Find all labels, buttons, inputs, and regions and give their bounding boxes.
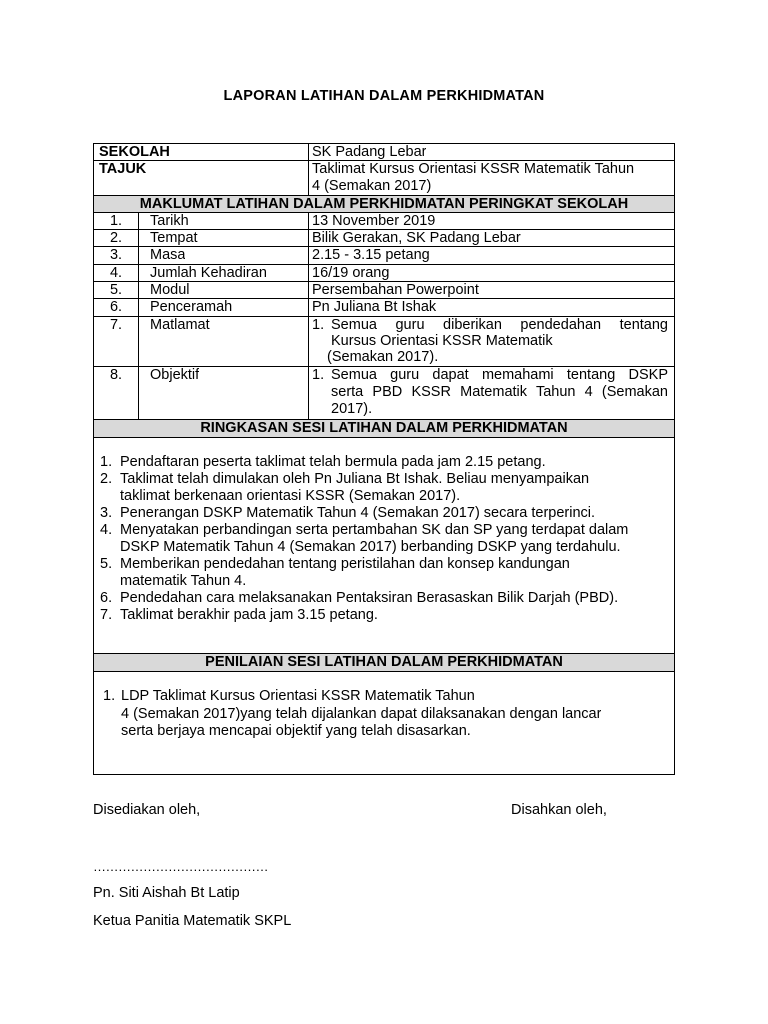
row-number: 3.	[109, 247, 123, 263]
row-value: Persembahan Powerpoint	[312, 282, 479, 298]
tajuk-label: TAJUK	[99, 161, 147, 177]
list-item: 2. Taklimat telah dimulakan oleh Pn Juliana Bt Ishak. Beliau menyampaikan taklimat berkenaan orientasi KSSR (Semakan 2017).	[100, 471, 590, 504]
list-item: 3. Penerangan DSKP Matematik Tahun 4 (Semakan 2017) secara terperinci.	[100, 505, 596, 521]
objektif-text-line2: serta PBD KSSR Matematik Tahun 4 (Semakan	[331, 384, 668, 400]
penilaian-text-line3: serta berjaya mencapai objektif yang telah disasarkan.	[121, 723, 471, 739]
list-item: 4. Menyatakan perbandingan serta pertambahan SK dan SP yang terdapat dalam DSKP Matematik Tahun 4 (Semakan 2017) berbanding DSKP yang terdahulu.	[100, 522, 629, 555]
row-value: Pn Juliana Bt Ishak	[312, 299, 437, 315]
column-divider	[308, 212, 309, 419]
row-number: 5.	[109, 282, 123, 298]
document-title: LAPORAN LATIHAN DALAM PERKHIDMATAN	[223, 88, 545, 104]
row-label: Tarikh	[150, 213, 189, 229]
objektif-item-number: 1.	[312, 367, 325, 383]
matlamat-item-number: 1.	[312, 317, 325, 333]
prepared-by-label: Disediakan oleh,	[93, 802, 201, 818]
sekolah-value: SK Padang Lebar	[312, 144, 427, 160]
row-number: 6.	[109, 299, 123, 315]
row-number: 2.	[109, 230, 123, 246]
ringkasan-list	[100, 454, 672, 624]
signatory-name: Pn. Siti Aishah Bt Latip	[93, 885, 240, 901]
penilaian-text-line2: 4 (Semakan 2017)yang telah dijalankan dapat dilaksanakan dengan lancar	[121, 706, 602, 722]
row-label: Jumlah Kehadiran	[150, 265, 267, 281]
row-number: 7.	[109, 317, 123, 333]
list-item: 7. Taklimat berakhir pada jam 3.15 petang.	[100, 607, 378, 623]
objektif-text-line3: 2017).	[331, 401, 373, 417]
row-number: 8.	[109, 367, 123, 383]
sekolah-label: SEKOLAH	[99, 144, 170, 160]
matlamat-text-line3: (Semakan 2017).	[327, 349, 439, 365]
penilaian-heading: PENILAIAN SESI LATIHAN DALAM PERKHIDMATAN	[205, 654, 563, 670]
signature-line: ……………………………………	[93, 859, 268, 874]
maklumat-heading: MAKLUMAT LATIHAN DALAM PERKHIDMATAN PERINGKAT SEKOLAH	[139, 196, 629, 212]
row-label: Matlamat	[150, 317, 210, 333]
row-value: Bilik Gerakan, SK Padang Lebar	[312, 230, 521, 246]
row-value: 2.15 - 3.15 petang	[312, 247, 430, 263]
list-item: 5. Memberikan pendedahan tentang peristilahan dan konsep kandungan matematik Tahun 4.	[100, 556, 570, 589]
row-label: Modul	[150, 282, 190, 298]
matlamat-text-line1: Semua guru diberikan pendedahan tentang	[331, 317, 668, 333]
penilaian-text-line1: LDP Taklimat Kursus Orientasi KSSR Matematik Tahun	[121, 688, 475, 704]
row-label: Penceramah	[150, 299, 233, 315]
row-value: 13 November 2019	[312, 213, 436, 229]
matlamat-text-line2: Kursus Orientasi KSSR Matematik	[331, 333, 553, 349]
list-item: 6. Pendedahan cara melaksanakan Pentaksiran Berasaskan Bilik Darjah (PBD).	[100, 590, 619, 606]
row-divider	[93, 671, 675, 672]
approved-by-label: Disahkan oleh,	[511, 802, 607, 818]
row-label: Masa	[150, 247, 186, 263]
penilaian-item-number: 1.	[103, 688, 116, 704]
tajuk-value-line2: 4 (Semakan 2017)	[312, 178, 432, 194]
ringkasan-heading: RINGKASAN SESI LATIHAN DALAM PERKHIDMATAN	[200, 420, 568, 436]
column-divider	[308, 143, 309, 196]
row-divider	[93, 437, 675, 438]
row-label: Tempat	[150, 230, 198, 246]
row-number: 4.	[109, 265, 123, 281]
tajuk-value-line1: Taklimat Kursus Orientasi KSSR Matematik Tahun	[312, 161, 635, 177]
list-item: 1. Pendaftaran peserta taklimat telah bermula pada jam 2.15 petang.	[100, 454, 546, 470]
row-label: Objektif	[150, 367, 200, 383]
row-number: 1.	[109, 213, 123, 229]
row-value: 16/19 orang	[312, 265, 390, 281]
objektif-text-line1: Semua guru dapat memahami tentang DSKP	[331, 367, 668, 383]
column-divider	[138, 212, 139, 419]
signatory-position: Ketua Panitia Matematik SKPL	[93, 913, 292, 929]
